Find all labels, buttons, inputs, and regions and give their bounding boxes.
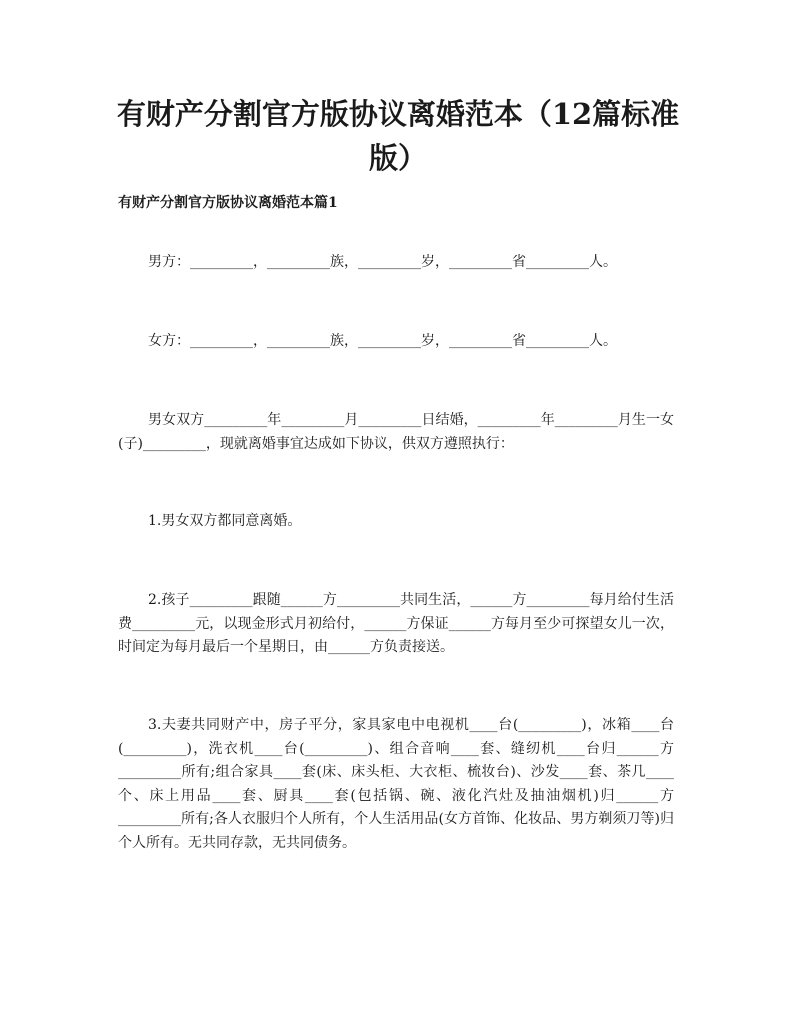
- document-title: 有财产分割官方版协议离婚范本（12篇标准版）: [116, 97, 680, 175]
- paragraph-female-party: 女方：_________，_________族，_________岁，_________省_________人。: [148, 333, 617, 349]
- paragraph-clause-2: 2.孩子_________跟随______方_________共同生活，______方_________每月给付生活费_________元，以现金形式月初给付，______方保证______方每月至少可探望女儿一次，时间定为每月最后一个星期日，由______方负责接送。: [118, 592, 674, 655]
- paragraph-marriage-info: 男女双方_________年_________月_________日结婚，_________年_________月生一女(子)_________，现就离婚事宜达成如下协议，供双方遵照执行：: [118, 412, 674, 452]
- paragraph-clause-1: 1.男女双方都同意离婚。: [148, 513, 302, 529]
- paragraph-clause-3: 3.夫妻共同财产中，房子平分，家具家电中电视机____台(_________)，冰箱____台(_________)，洗衣机____台(_________)、组合音响____套、缝纫机____台归______方_________所有;组合家具____套(床、床头柜、大衣柜、梳妆台)、沙发____套、茶几____个、床上用品____套、厨具____套(包括锅、碗、液化汽灶及抽油烟机)归______方_________所有;各人衣服归个人所有，个人生活用品(女方首饰、化妆品、男方剃须刀等)归个人所有。无共同存款，无共同债务。: [118, 717, 674, 851]
- paragraph-male-party: 男方：_________，_________族，_________岁，_________省_________人。: [148, 254, 617, 270]
- section-title: 有财产分割官方版协议离婚范本篇1: [118, 195, 338, 211]
